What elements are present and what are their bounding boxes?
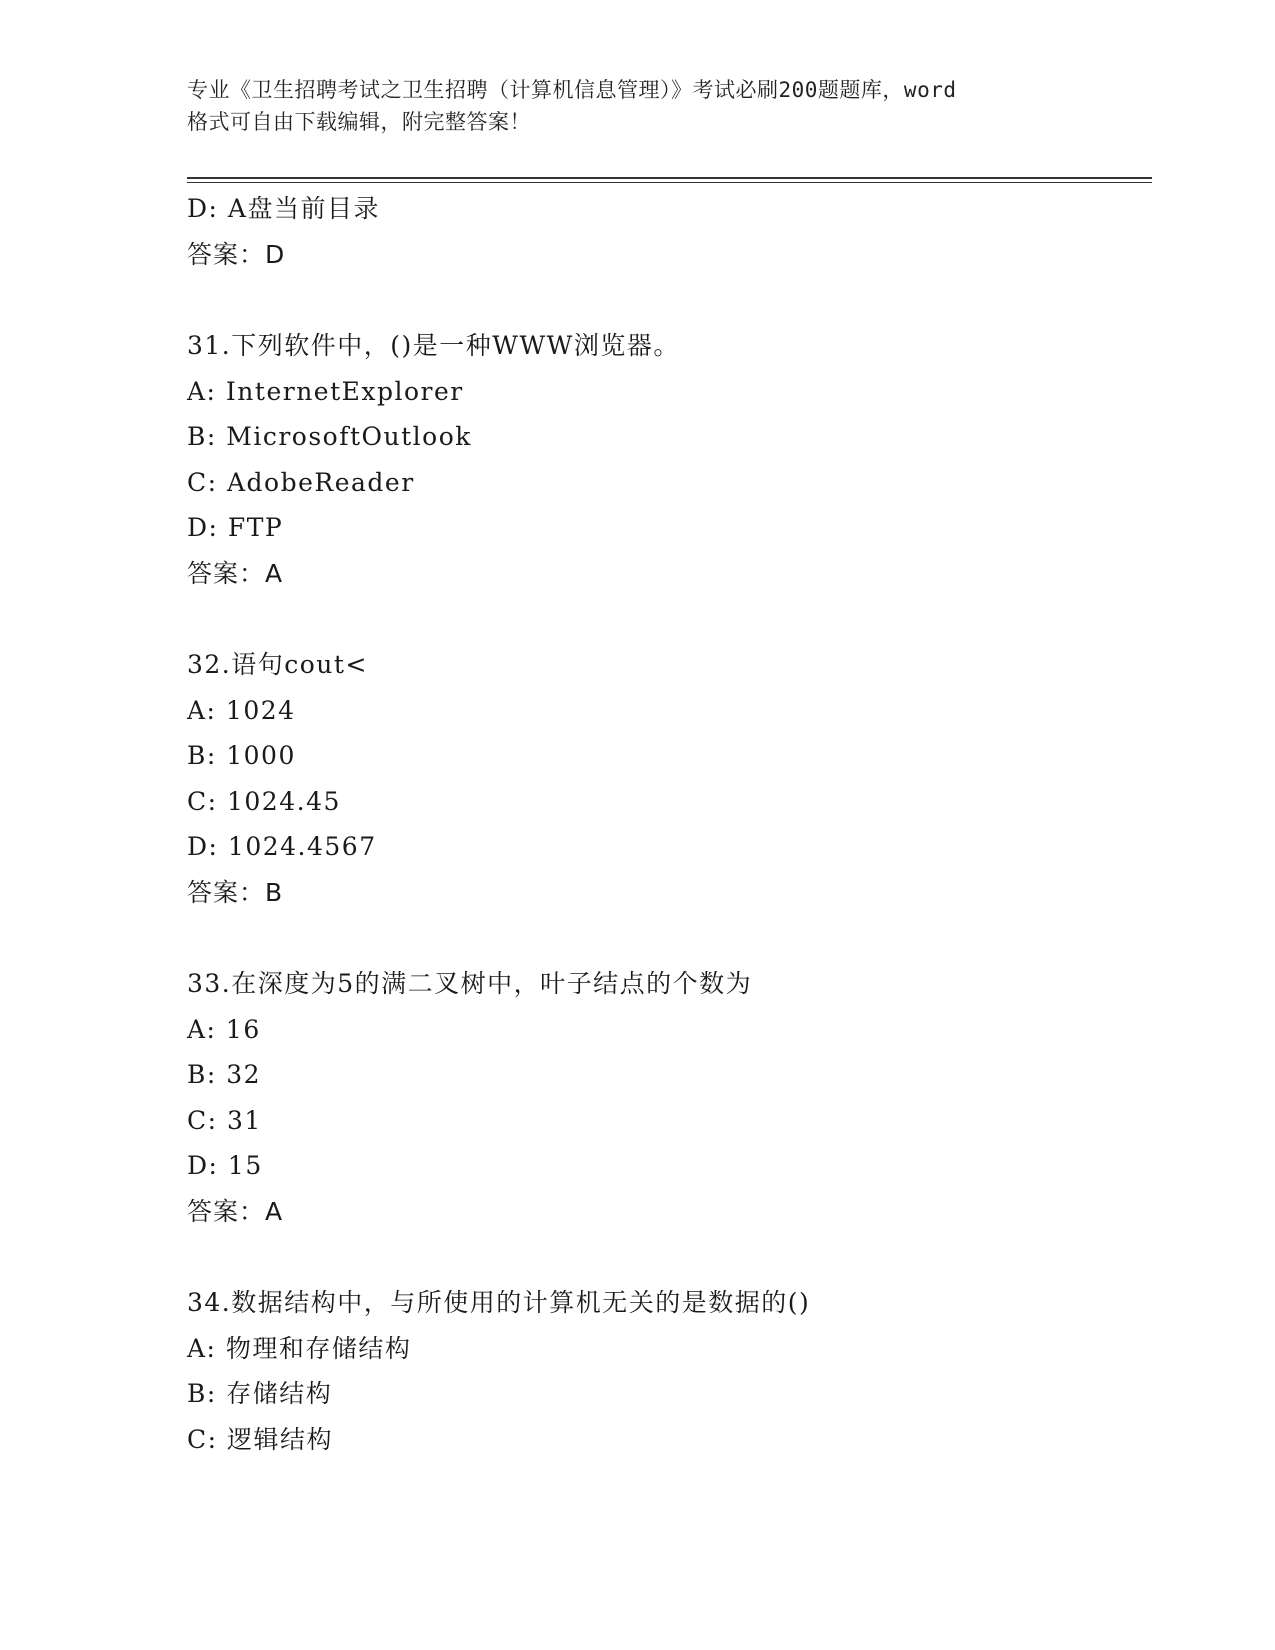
option-a: A: 物理和存储结构 [187, 1333, 412, 1363]
option-d: D: A盘当前目录 [187, 194, 380, 223]
header-title-line-2: 格式可自由下载编辑，附完整答案！ [187, 110, 531, 134]
document-header [187, 74, 1087, 138]
option-c: C: 1024.45 [187, 786, 341, 816]
question-stem: 31.下列软件中，()是一种WWW浏览器。 [187, 331, 680, 360]
question-34 [187, 1280, 1147, 1462]
question-33 [187, 961, 1147, 1234]
option-a: A: 1024 [187, 695, 296, 725]
question-31 [187, 323, 1147, 596]
option-b: B: 32 [187, 1060, 262, 1089]
option-a: A: InternetExplorer [187, 376, 464, 406]
question-32 [187, 642, 1147, 915]
option-b: B: 1000 [187, 741, 296, 770]
option-b: B: 存储结构 [187, 1379, 333, 1408]
question-stem: 34.数据结构中，与所使用的计算机无关的是数据的() [187, 1288, 811, 1317]
spacer [187, 596, 1147, 642]
header-divider-thick [187, 177, 1152, 179]
question-stem: 32.语句cout< [187, 650, 368, 679]
previous-question-tail [187, 186, 1147, 277]
option-c: C: 31 [187, 1105, 262, 1135]
answer-line: 答案：A [187, 558, 284, 588]
option-d: D: 15 [187, 1151, 263, 1180]
option-b: B: MicrosoftOutlook [187, 422, 472, 451]
header-divider-thin [187, 182, 1152, 183]
answer-line: 答案：A [187, 1196, 284, 1226]
option-c: C: 逻辑结构 [187, 1424, 333, 1454]
header-title-line-1: 专业《卫生招聘考试之卫生招聘（计算机信息管理）》考试必刷200题题库，word [187, 78, 957, 102]
option-d: D: 1024.4567 [187, 832, 377, 861]
spacer [187, 277, 1147, 323]
answer-line: 答案：B [187, 877, 284, 907]
question-list [187, 186, 1147, 1462]
option-a: A: 16 [187, 1014, 261, 1044]
spacer [187, 1234, 1147, 1280]
spacer [187, 915, 1147, 961]
option-c: C: AdobeReader [187, 467, 415, 497]
answer-line: 答案：D [187, 239, 286, 269]
question-stem: 33.在深度为5的满二叉树中，叶子结点的个数为 [187, 969, 753, 998]
option-d: D: FTP [187, 513, 284, 542]
